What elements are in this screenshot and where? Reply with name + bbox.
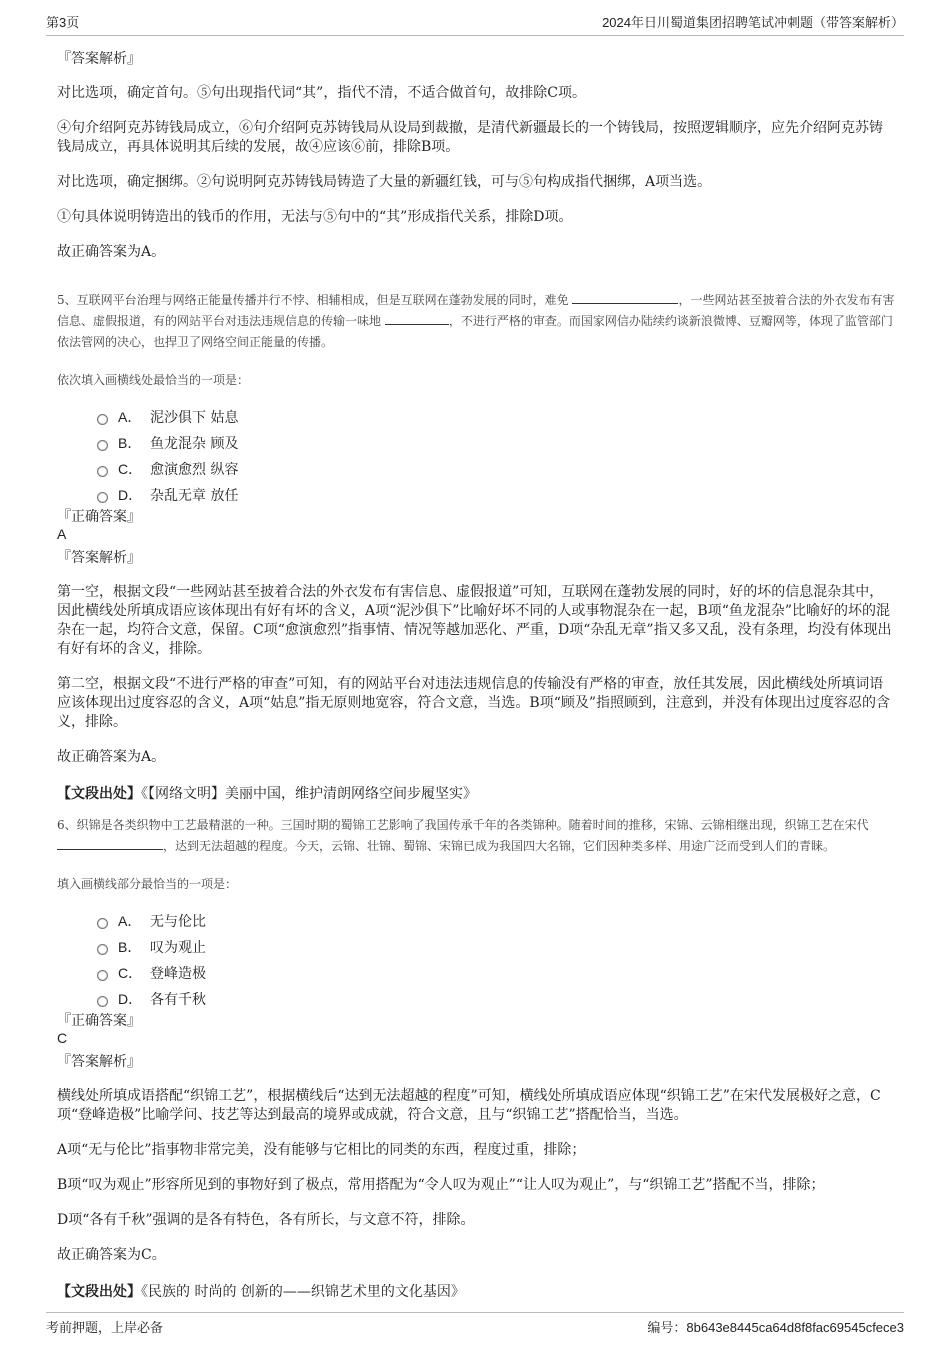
q5-analysis-para-1: 第一空，根据文段“一些网站甚至披着合法的外衣发布有害信息、虚假报道”可知，互联网在蓬勃发展的同时，好的坏的信息混杂其中，因此横线处所填成语应该体现出有好有坏的含义，A项“泥沙俱下”比喻好坏不同的人或事物混杂在一起，B项“鱼龙混杂”比喻好的坏的混杂在一起，均符合文意，保留。C项“愈演愈烈”指事情、情况等越加恶化、严重，D项“杂乱无章”指又多又乱，没有条理，均没有体现出有好有坏的含义，排除。 [57,584,892,657]
q5-answer: 故正确答案为A。 [57,749,166,765]
radio-icon[interactable] [97,918,108,929]
question-6-prompt: 填入画横线部分最恰当的一项是： [57,877,238,891]
top-analysis-para-3: 对比选项，确定捆绑。②句说明阿克苏铸钱局铸造了大量的新疆红钱，可与⑤句构成指代捆绑，A项当选。 [57,174,712,190]
option-a[interactable]: A． 泥沙俱下 姑息 [97,404,895,430]
page-content [57,50,895,1301]
question-6-options [97,908,895,1012]
footer-slogan: 考前押题，上岸必备 [46,1320,164,1335]
q6-analysis-label: 『答案解析』 [57,1054,141,1070]
top-answer: 故正确答案为A。 [57,244,166,260]
q6-analysis-para-1: 横线处所填成语搭配“织锦工艺”，根据横线后“达到无法超越的程度”可知，横线处所填成语应体现“织锦工艺”在宋代发展极好之意，C项“登峰造极”比喻学问、技艺等达到最高的境界或成就，符合文意，且与“织锦工艺”搭配恰当，当选。 [57,1088,881,1123]
question-5-options [97,404,895,508]
top-analysis-label: 『答案解析』 [57,51,141,67]
option-d[interactable]: D． 杂乱无章 放任 [97,482,895,508]
q5-source: 【文段出处】《【网络文明】美丽中国，维护清朗网络空间步履坚实》 [57,786,477,802]
q6-correct-label: 『正确答案』 [57,1013,141,1029]
radio-icon[interactable] [97,466,108,477]
option-b[interactable]: B． 鱼龙混杂 顾及 [97,430,895,456]
option-a[interactable]: A． 无与伦比 [97,908,895,934]
q5-correct-label: 『正确答案』 [57,509,141,525]
q6-analysis-para-3: B项“叹为观止”形容所见到的事物好到了极点，常用搭配为“令人叹为观止”“让人叹为观止”，与“织锦工艺”搭配不当，排除； [57,1177,825,1193]
top-analysis-para-2: ④句介绍阿克苏铸钱局成立，⑥句介绍阿克苏铸钱局从设局到裁撤，是清代新疆最长的一个铸钱局，按照逻辑顺序，应先介绍阿克苏铸钱局成立，再具体说明其后续的发展，故④应该⑥前，排除B项。 [57,120,883,155]
q5-analysis-para-2: 第二空，根据文段“不进行严格的审查”可知，有的网站平台对违法违规信息的传输没有严格的审查，放任其发展，因此横线处所填词语应该体现出过度容忍的含义，A项“姑息”指无原则地宽容，符合文意，当选。B项“顾及”指照顾到，注意到，并没有体现出过度容忍的含义，排除。 [57,676,891,730]
q6-source: 【文段出处】《民族的 时尚的 创新的——织锦艺术里的文化基因》 [57,1284,465,1300]
option-d[interactable]: D． 各有千秋 [97,986,895,1012]
fill-blank [385,312,449,325]
radio-icon[interactable] [97,944,108,955]
radio-icon[interactable] [97,492,108,503]
page-footer [46,1312,904,1336]
q6-analysis-para-4: D项“各有千秋”强调的是各有特色，各有所长，与文意不符，排除。 [57,1212,475,1228]
q5-correct-answer: A [57,526,67,542]
document-title: 2024年日川蜀道集团招聘笔试冲刺题（带答案解析） [602,15,904,30]
q6-answer: 故正确答案为C。 [57,1247,166,1263]
option-c[interactable]: C． 登峰造极 [97,960,895,986]
question-5-text: 5、互联网平台治理与网络正能量传播并行不悖、相辅相成，但是互联网在蓬勃发展的同时，难免 ，一些网站甚至披着合法的外衣发布有害信息、虚假报道，有的网站平台对违法违规信息的传输一味地 ，不进行严格的审查。而国家网信办陆续约谈新浪微博、豆瓣网等，体现了监管部门依法管网的决心，也捍卫了网络空间正能量的传播。 [57,293,895,349]
q5-analysis-label: 『答案解析』 [57,550,141,566]
top-analysis-para-4: ①句具体说明铸造出的钱币的作用，无法与⑤句中的“其”形成指代关系，排除D项。 [57,209,573,225]
question-5-prompt: 依次填入画横线处最恰当的一项是： [57,373,250,387]
top-analysis-para-1: 对比选项，确定首句。⑤句出现指代词“其”，指代不清，不适合做首句，故排除C项。 [57,85,587,101]
fill-blank [57,837,163,850]
page-header [46,12,904,36]
question-6-text: 6、织锦是各类织物中工艺最精湛的一种。三国时期的蜀锦工艺影响了我国传承千年的各类锦种。随着时间的推移，宋锦、云锦相继出现，织锦工艺在宋代 ，达到无法超越的程度。今天，云锦、壮锦、蜀锦、宋锦已成为我国四大名锦，它们因种类多样、用途广泛而受到人们的青睐。 [57,818,869,853]
option-c[interactable]: C． 愈演愈烈 纵容 [97,456,895,482]
fill-blank [572,291,678,304]
radio-icon[interactable] [97,440,108,451]
radio-icon[interactable] [97,996,108,1007]
q6-correct-answer: C [57,1030,68,1046]
page-number: 第3页 [46,15,80,30]
radio-icon[interactable] [97,970,108,981]
radio-icon[interactable] [97,414,108,425]
option-b[interactable]: B． 叹为观止 [97,934,895,960]
q6-analysis-para-2: A项“无与伦比”指事物非常完美，没有能够与它相比的同类的东西，程度过重，排除； [57,1142,586,1158]
footer-serial: 编号：8b643e8445ca64d8f8fac69545cfece3 [647,1320,904,1335]
